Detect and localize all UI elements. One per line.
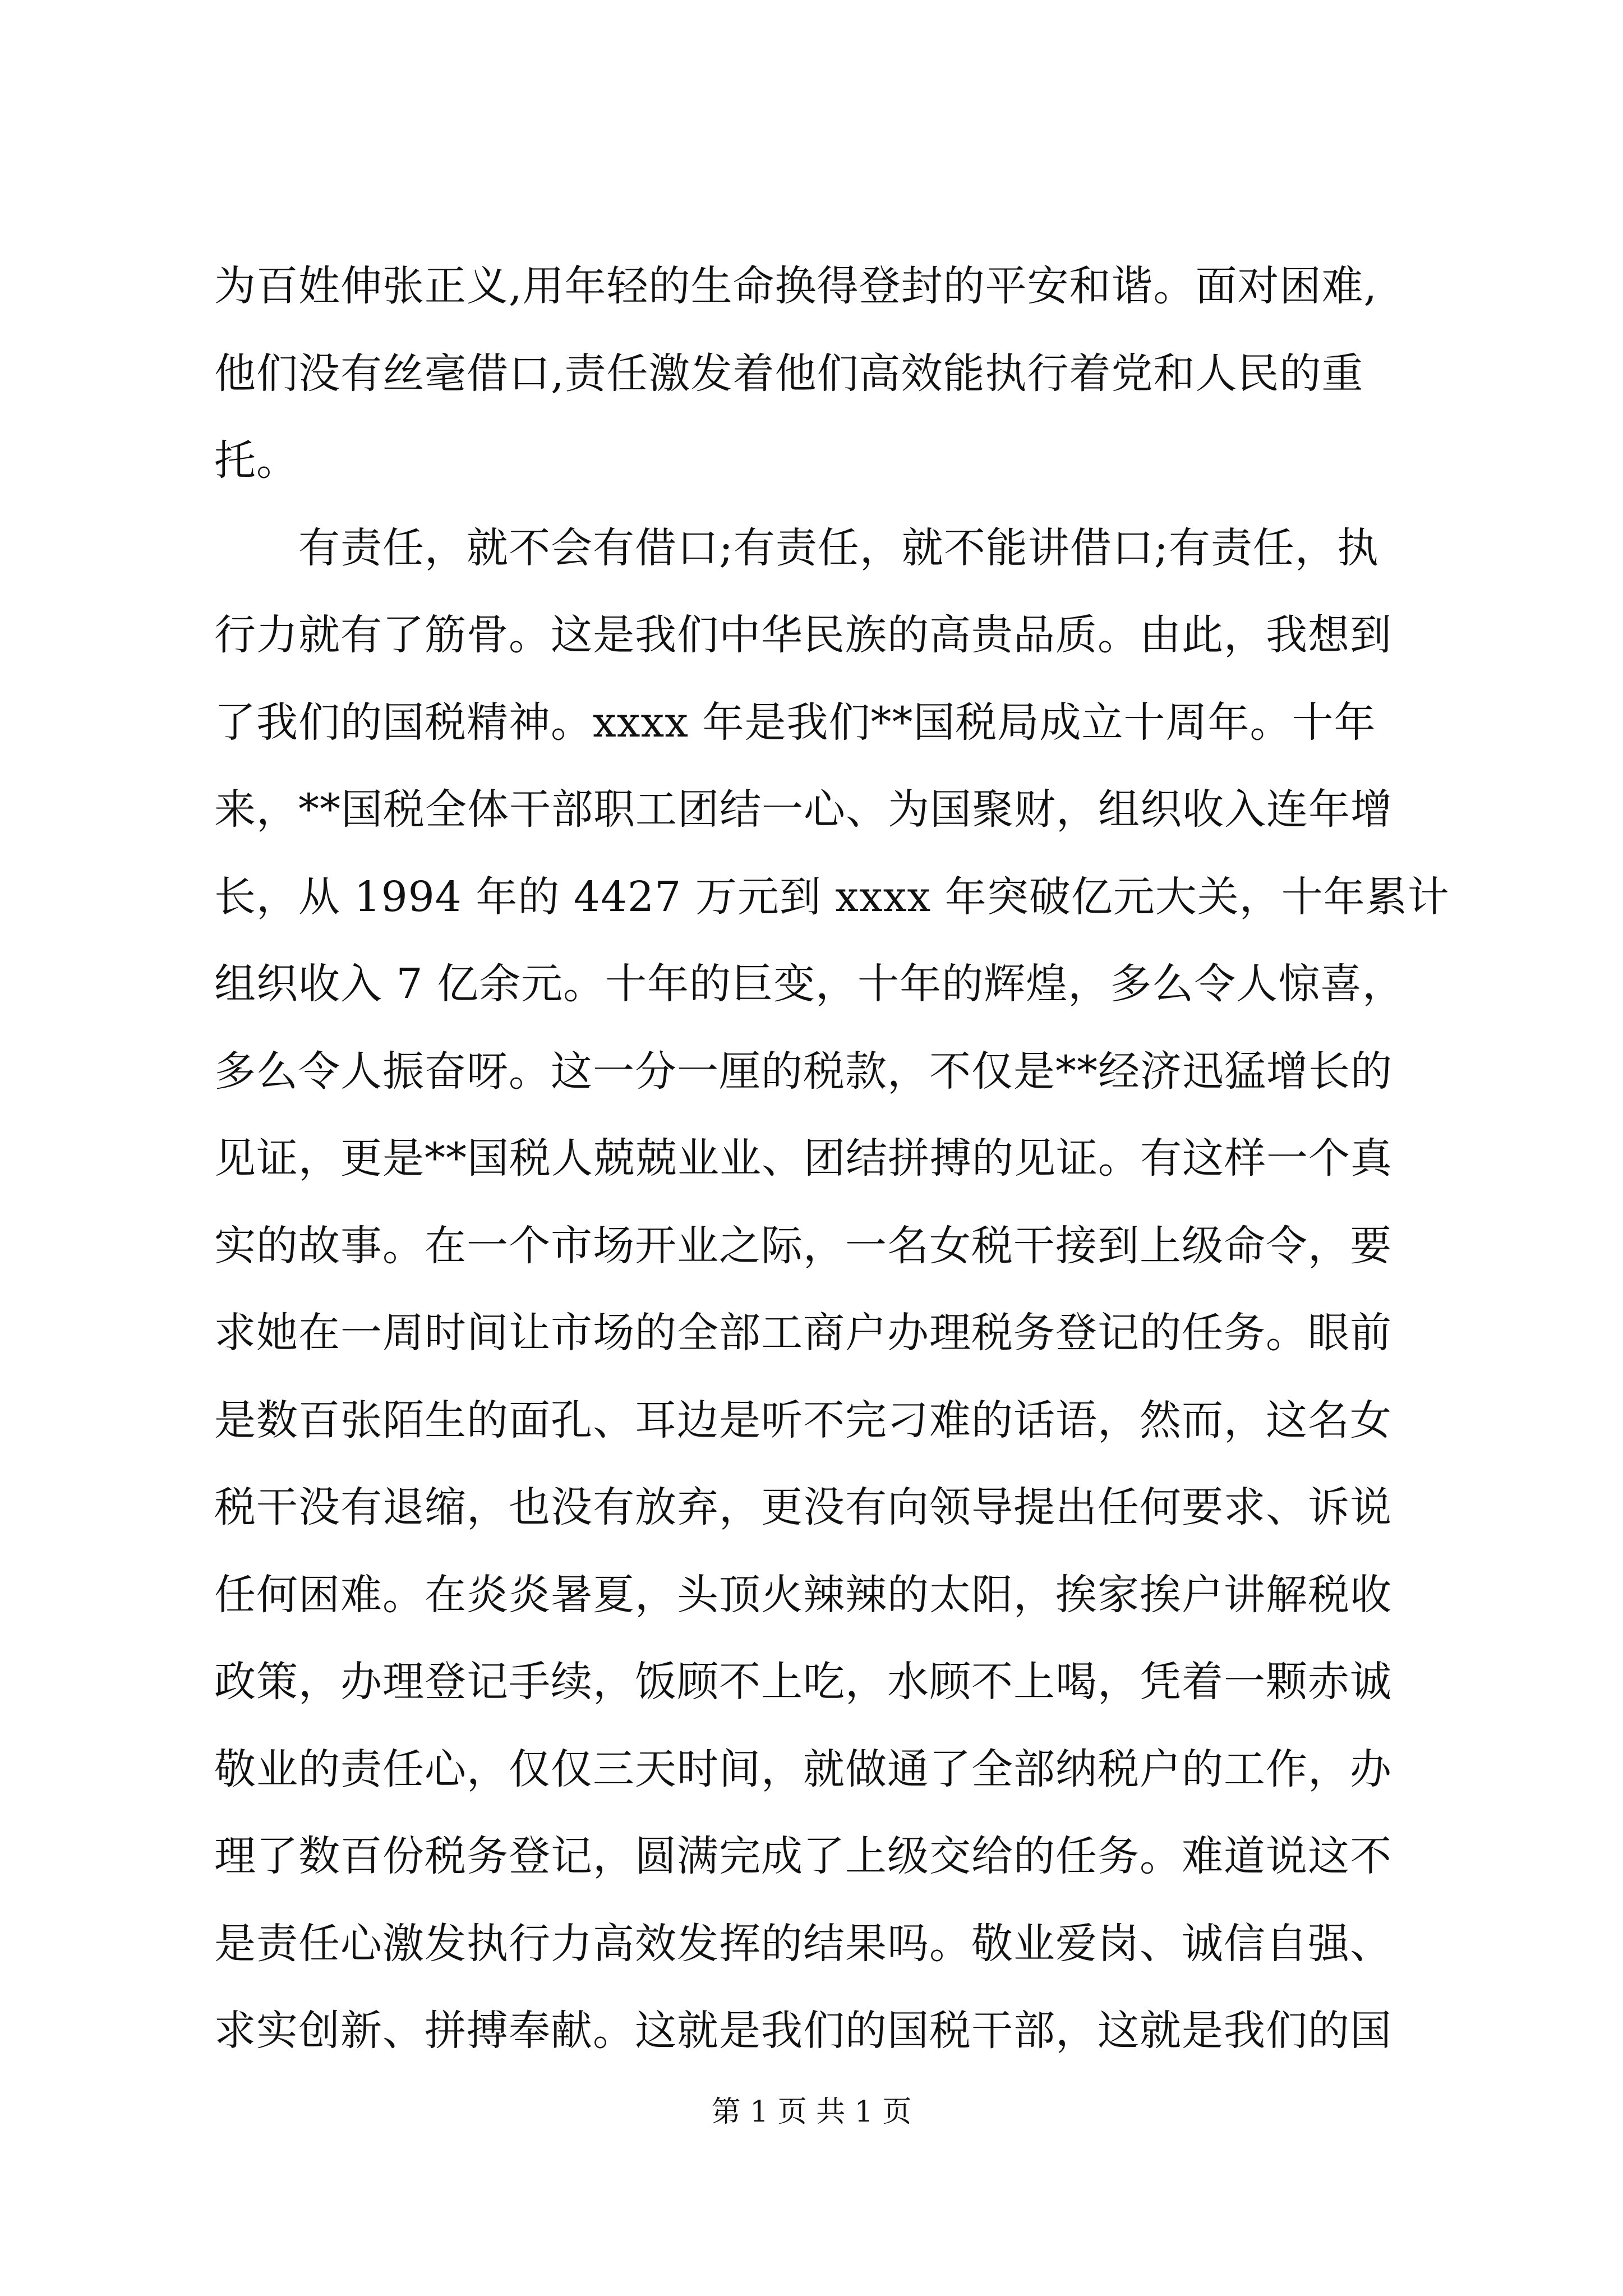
text-line: 求她在一周时间让市场的全部工商户办理税务登记的任务。眼前 — [214, 1309, 1392, 1357]
page-footer: 第 1 页 共 1 页 — [711, 2095, 912, 2129]
text-line: 是数百张陌生的面孔、耳边是听不完刁难的话语，然而，这名女 — [214, 1396, 1392, 1444]
text-line: 他们没有丝毫借口,责任激发着他们高效能执行着党和人民的重 — [214, 349, 1364, 398]
text-line: 组织收入 7 亿余元。十年的巨变，十年的辉煌，多么令人惊喜， — [214, 960, 1405, 1008]
text-line: 敬业的责任心，仅仅三天时间，就做通了全部纳税户的工作，办 — [214, 1745, 1392, 1793]
text-line: 长，从 1994 年的 4427 万元到 xxxx 年突破亿元大关，十年累计 — [214, 873, 1450, 921]
text-line: 为百姓伸张正义,用年轻的生命换得登封的平安和谐。面对困难, — [214, 262, 1378, 310]
text-line: 多么令人振奋呀。这一分一厘的税款，不仅是**经济迅猛增长的 — [214, 1047, 1393, 1096]
text-line: 行力就有了筋骨。这是我们中华民族的高贵品质。由此，我想到 — [214, 611, 1392, 659]
text-line: 是责任心激发执行力高效发挥的结果吗。敬业爱岗、诚信自强、 — [214, 1920, 1392, 1968]
text-line: 实的故事。在一个市场开业之际，一名女税干接到上级命令，要 — [214, 1222, 1392, 1270]
text-line: 政策，办理登记手续，饭顾不上吃，水顾不上喝，凭着一颗赤诚 — [214, 1658, 1392, 1706]
text-line: 任何困难。在炎炎暑夏，头顶火辣辣的太阳，挨家挨户讲解税收 — [214, 1571, 1392, 1619]
text-line: 税干没有退缩，也没有放弃，更没有向领导提出任何要求、诉说 — [214, 1483, 1392, 1531]
text-line: 理了数百份税务登记，圆满完成了上级交给的任务。难道说这不 — [214, 1832, 1392, 1880]
text-line: 了我们的国税精神。xxxx 年是我们**国税局成立十周年。十年 — [214, 698, 1376, 747]
text-line: 见证，更是**国税人兢兢业业、团结拼搏的见证。有这样一个真 — [214, 1134, 1393, 1182]
text-line: 来，**国税全体干部职工团结一心、为国聚财，组织收入连年增 — [214, 785, 1393, 834]
text-line: 有责任，就不会有借口;有责任，就不能讲借口;有责任，执 — [214, 524, 1379, 572]
text-line: 求实创新、拼搏奉献。这就是我们的国税干部，这就是我们的国 — [214, 2007, 1392, 2055]
text-line: 托。 — [214, 436, 298, 485]
